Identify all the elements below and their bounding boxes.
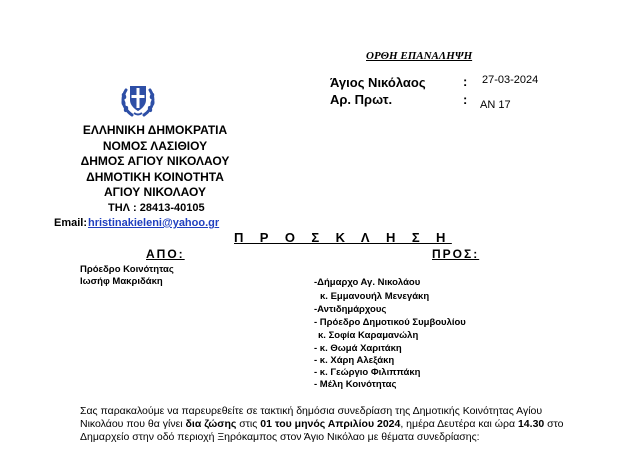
email-link[interactable]: hristinakieleni@yahoo.gr bbox=[88, 217, 220, 229]
recipient-line: - Πρόεδρο Δημοτικού Συμβουλίου bbox=[314, 317, 466, 328]
recipient-line: -Δήμαρχο Αγ. Νικολάου bbox=[314, 277, 421, 288]
place-label: Άγιος Νικόλαος bbox=[330, 75, 426, 90]
meeting-time: 14.30 bbox=[517, 418, 545, 430]
correction-title: ΟΡΘΗ ΕΠΑΝΑΛΗΨΗ bbox=[366, 50, 473, 62]
from-label: ΑΠΟ: bbox=[146, 247, 185, 261]
telephone: ΤΗΛ : 28413-40105 bbox=[108, 202, 205, 214]
authority-line: ΕΛΛΗΝΙΚΗ ΔΗΜΟΚΡΑΤΙΑ bbox=[82, 123, 228, 137]
authority-line: ΝΟΜΟΣ ΛΑΣΙΘΙΟΥ bbox=[102, 138, 208, 153]
recipient-line: - Μέλη Κοινότητας bbox=[314, 379, 397, 390]
invitation-body bbox=[80, 405, 570, 444]
to-label: ΠΡΟΣ: bbox=[432, 247, 480, 261]
document-date: 27-03-2024 bbox=[482, 74, 539, 86]
protocol-number: ΑΝ 17 bbox=[480, 99, 511, 111]
authority-block bbox=[50, 123, 260, 201]
recipient-line: κ. Εμμανουήλ Μενεγάκη bbox=[320, 291, 430, 302]
authority-line: ΔΗΜΟΤΙΚΗ ΚΟΙΝΟΤΗΤΑ bbox=[86, 169, 224, 184]
place-colon: : bbox=[463, 74, 468, 89]
body-text-part: στο Δημαρχείο στην οδό περιοχή Ξηρόκαμπος στον Άγιο Νικόλαο με θέματα συνεδρίασης: bbox=[80, 418, 564, 443]
recipient-line: - κ. Χάρη Αλεξάκη bbox=[314, 355, 395, 366]
recipient-line: κ. Σοφία Καραμανώλη bbox=[318, 330, 419, 341]
greek-emblem-icon bbox=[118, 80, 158, 120]
invitation-title: Π Ρ Ο Σ Κ Λ Η Σ Η bbox=[234, 230, 452, 245]
protocol-label: Αρ. Πρωτ. bbox=[330, 92, 393, 107]
email-label: Email: bbox=[54, 217, 88, 229]
body-text-part: Σας παρακαλούμε να παρευρεθείτε σε τακτική δημόσια συνεδρίαση της Δημοτικής Κοινότητας Αγίου Νικολάου που θα γίνει bbox=[80, 405, 543, 430]
body-text-part: στις bbox=[236, 418, 261, 430]
protocol-colon: : bbox=[463, 92, 468, 107]
body-text-part: , ημέρα Δευτέρα και ώρα bbox=[400, 418, 518, 430]
authority-line: ΑΓΙΟΥ ΝΙΚΟΛΑΟΥ bbox=[103, 185, 207, 199]
authority-line: ΔΗΜΟΣ ΑΓΙΟΥ ΝΙΚΟΛΑΟΥ bbox=[80, 154, 230, 168]
recipient-line: - κ. Θωμά Χαριτάκη bbox=[314, 343, 402, 354]
recipient-line: -Αντιδημάρχους bbox=[314, 304, 387, 315]
body-emphasis: δια ζώσης bbox=[185, 418, 237, 430]
sender-name: Ιωσήφ Μακριδάκη bbox=[80, 276, 163, 287]
meeting-date: 01 του μηνός Απριλίου 2024 bbox=[260, 418, 401, 430]
recipient-line: - κ. Γεώργιο Φιλιππάκη bbox=[314, 367, 421, 378]
sender-title: Πρόεδρο Κοινότητας bbox=[80, 264, 174, 275]
